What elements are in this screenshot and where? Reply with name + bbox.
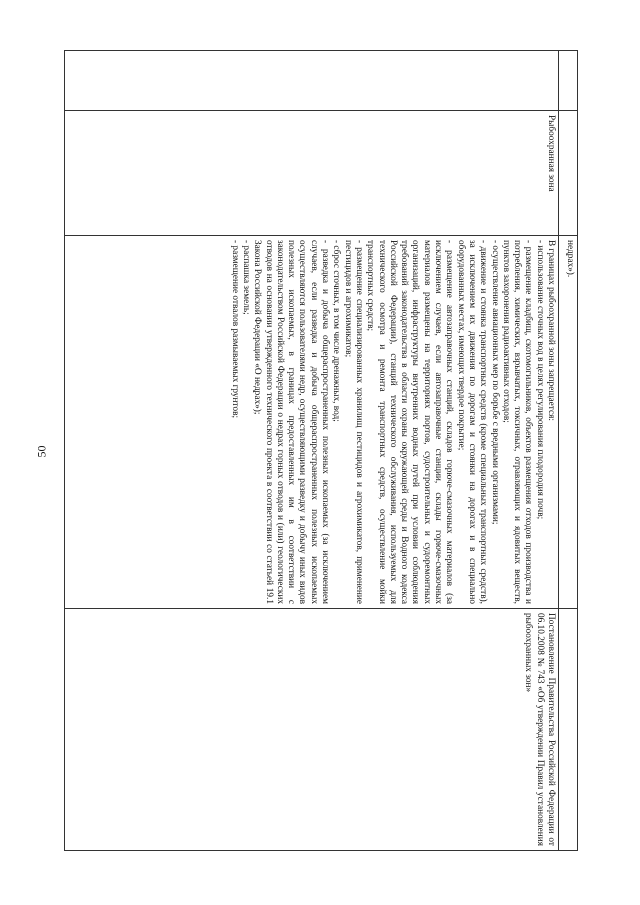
table-row-continuation [559, 51, 578, 851]
restriction-line: - распашка земель; [240, 240, 251, 315]
restriction-line: - сброс сточных, в том числе дренажных, вод; [331, 240, 342, 422]
table-cell-empty [559, 51, 578, 111]
page-number: 50 [34, 445, 49, 458]
restriction-line: - разведка и добыча общераспространенных полезных ископаемых (за исключением случаев, если разведка и добыча общераспространенных полезных ископаемых осуществляются пользователями недр, осуществляющими разведку и добычу иных видов полезных ископаемых, в границах предоставленных им в соответствии с законодательством Российской Федерации о недрах горных отводов и (или) геологических отводов на основании утвержденного технического проекта в соответствии со статьей 19.1 Закона Российской Федерации «О недрах»); [252, 240, 331, 604]
table-row [65, 51, 559, 851]
rotated-table-sheet [64, 50, 578, 850]
restrictions-cell [65, 236, 559, 609]
table-cell-empty [559, 609, 578, 851]
zones-table [64, 50, 578, 851]
legal-basis-cell: Постановление Правительства Российской Федерации от 06.10.2008 № 743 «Об утверждении Правил установления рыбоохранных зон» [65, 609, 559, 851]
zone-name-cell: Рыбоохранная зона [65, 111, 559, 236]
restriction-line: - размещение кладбищ, скотомогильников, объектов размещения отходов производства и потребления, химических, взрывчатых, токсичных, отравляющих и ядовитых веществ, пунктов захоронения радиоактивных отходов; [500, 240, 534, 604]
table-cell-empty [65, 51, 559, 111]
table-cell-empty [559, 111, 578, 236]
restriction-line: - движение и стоянка транспортных средств (кроме специальных транспортных средств), за исключением их движения по дорогам и стоянки на дорогах и в специально оборудованных местах, имеющих твердое покрытие; [455, 240, 489, 604]
restriction-line: - размещение специализированных хранилищ пестицидов и агрохимикатов, применение пестицидов и агрохимикатов; [342, 240, 364, 604]
restriction-line: - осуществление авиационных мер по борьбе с вредными организмами; [489, 240, 500, 525]
restriction-line: - использование сточных вод в целях регулирования плодородия почв; [534, 240, 545, 520]
prev-row-tail: недрах»). [559, 236, 578, 609]
restriction-line: - размещение отвалов размываемых грунтов; [229, 240, 240, 419]
restriction-line: - размещение автозаправочных станций, складов горюче-смазочных материалов (за исключением случаев, если автозаправочные станции, склады горюче-смазочных материалов размещены на территориях портов, судостроительных и судоремонтных организаций, инфраструктуры внутренних водных путей при условии соблюдения требований законодательства в области охраны окружающей среды и Водного кодекса Российской Федерации), станций технического обслуживания, используемых для технического осмотра и ремонта транспортных средств, осуществление мойки транспортных средств; [365, 240, 455, 604]
restriction-line: В границах рыбоохранной зоны запрещается: [546, 240, 556, 421]
